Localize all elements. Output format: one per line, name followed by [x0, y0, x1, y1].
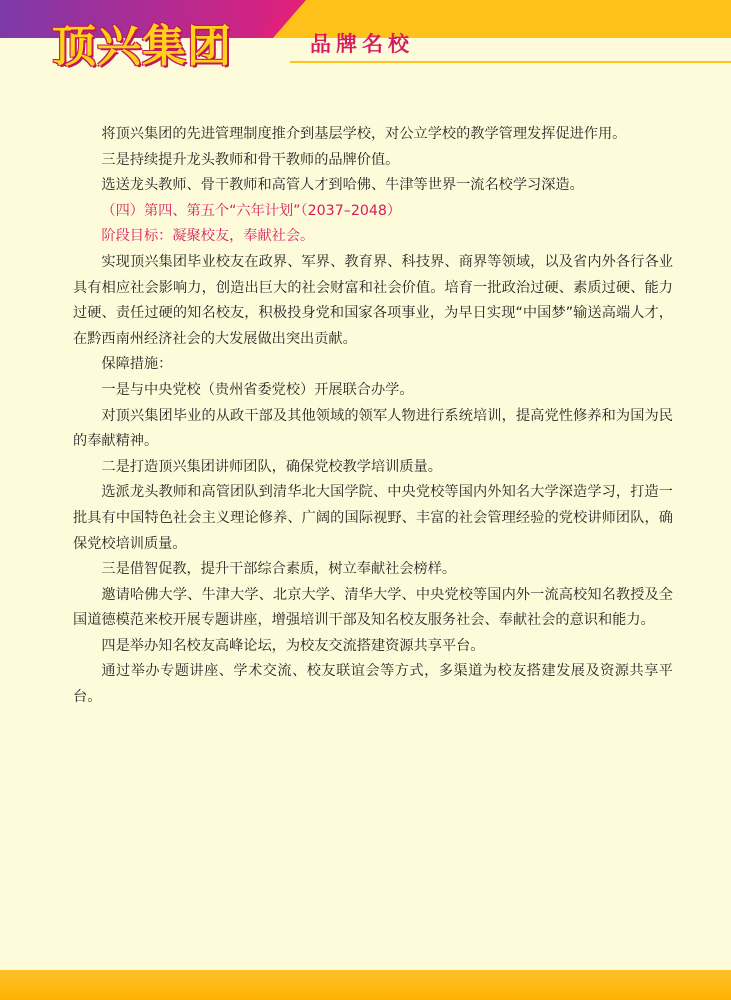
paragraph: 四是举办知名校友高峰论坛，为校友交流搭建资源共享平台。 [101, 637, 485, 654]
page-header [0, 0, 731, 76]
paragraph: 实现顶兴集团毕业校友在政界、军界、教育界、科技界、商界等领域，以及省内外各行各业具有相应社会影响力，创造出巨大的社会财富和社会价值。培育一批政治过硬、素质过硬、能力过硬、责任过硬的知名校友，积极投身党和国家各项事业，为早日实现“中国梦”输送高端人才，在黔西南州经济社会的大发展做出突出贡献。 [73, 253, 673, 347]
paragraph: 选派龙头教师和高管团队到清华北大国学院、中央党校等国内外知名大学深造学习，打造一批具有中国特色社会主义理论修养、广阔的国际视野、丰富的社会管理经验的党校讲师团队，确保党校培训质量。 [73, 484, 673, 552]
paragraph: 三是持续提升龙头教师和骨干教师的品牌价值。 [101, 151, 400, 168]
paragraph: 对顶兴集团毕业的从政干部及其他领域的领军人物进行系统培训，提高党性修养和为国为民的奉献精神。 [73, 407, 673, 450]
paragraph: 一是与中央党校（贵州省委党校）开展联合办学。 [101, 381, 414, 398]
footer-band [0, 970, 731, 1000]
paragraph: 邀请哈佛大学、牛津大学、北京大学、清华大学、中央党校等国内外一流高校知名教授及全国道德模范来校开展专题讲座，增强培训干部及知名校友服务社会、奉献社会的意识和能力。 [73, 586, 673, 629]
paragraph: 选送龙头教师、骨干教师和高管人才到哈佛、牛津等世界一流名校学习深造。 [101, 177, 584, 194]
paragraph: 三是借智促教，提升干部综合素质，树立奉献社会榜样。 [101, 561, 457, 578]
paragraph: 二是打造顶兴集团讲师团队，确保党校教学培训质量。 [101, 458, 442, 475]
stage-goal: 阶段目标：凝聚校友，奉献社会。 [101, 228, 315, 245]
paragraph: 通过举办专题讲座、学术交流、校友联谊会等方式，多渠道为校友搭建发展及资源共享平台。 [73, 663, 673, 706]
paragraph: 保障措施： [101, 356, 173, 373]
slogan-text: 品牌名校 [310, 31, 414, 56]
section-heading: （四）第四、第五个“六年计划”（2037–2048） [101, 202, 402, 219]
article-body [73, 122, 673, 711]
brand-logo-text: 顶兴集团 [52, 21, 232, 72]
paragraph: 将顶兴集团的先进管理制度推介到基层学校，对公立学校的教学管理发挥促进作用。 [101, 126, 627, 142]
